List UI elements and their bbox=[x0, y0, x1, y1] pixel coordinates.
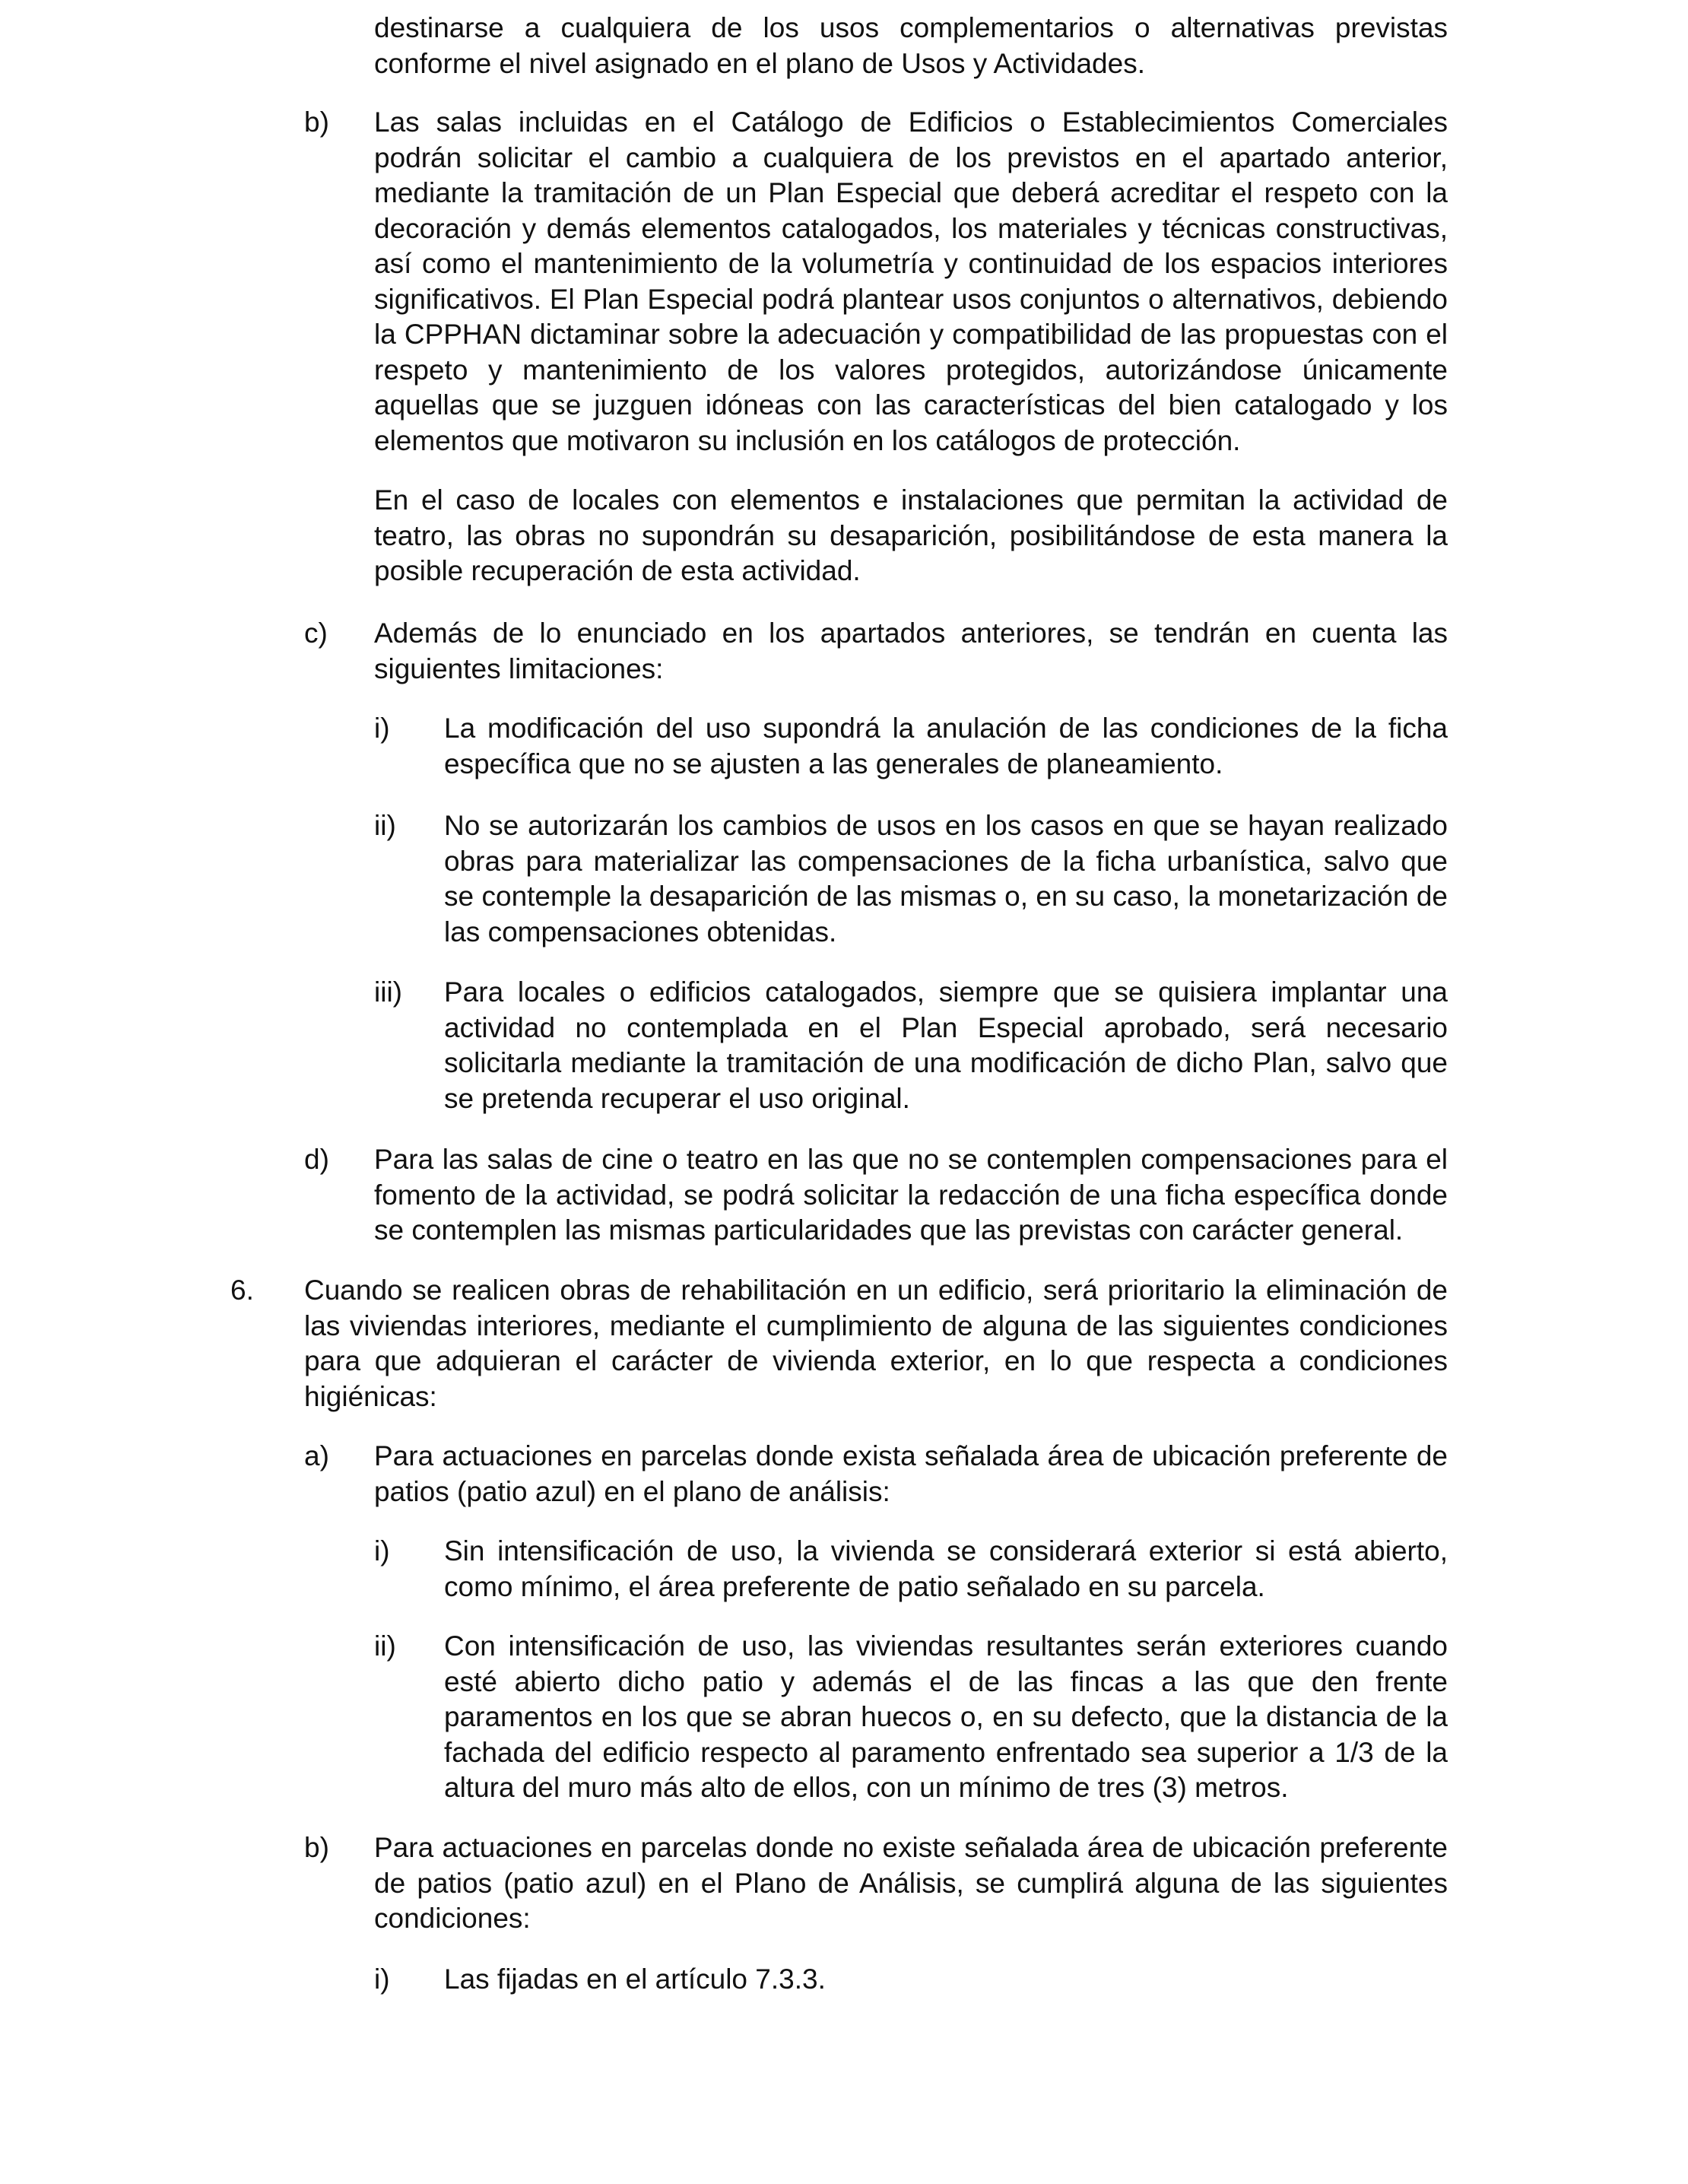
item-6a-label: a) bbox=[304, 1440, 329, 1471]
item-c-label: c) bbox=[304, 617, 328, 649]
item-c-ii-paragraph: No se autorizarán los cambios de usos en los casos en que se hayan realizado obras para materializar las compensaciones de la ficha urbanística, salvo que se contemple la desaparición de las mismas o, en su caso, la monetarización de las compensaciones obtenidas. bbox=[444, 810, 1448, 948]
item-6-paragraph: Cuando se realicen obras de rehabilitación en un edificio, será prioritario la eliminación de las viviendas interiores, mediante el cumplimiento de alguna de las siguientes condiciones para que adquieran el carácter de vivienda exterior, en lo que respecta a condiciones higiénicas: bbox=[304, 1275, 1448, 1412]
item-6a-i-paragraph: Sin intensificación de uso, la vivienda se considerará exterior si está abierto, como mínimo, el área preferente de patio señalado en su parcela. bbox=[444, 1535, 1448, 1602]
item-b-paragraph: Las salas incluidas en el Catálogo de Edificios o Establecimientos Comerciales podrán solicitar el cambio a cualquiera de los previstos en el apartado anterior, mediante la tramitación de un Plan Especial que deberá acreditar el respeto con la decoración y demás elementos catalogados, los materiales y técnicas constructivas, así como el mantenimiento de la volumetría y continuidad de los espacios interiores significativos. El Plan Especial podrá plantear usos conjuntos o alternativos, debiendo la CPPHAN dictaminar sobre la adecuación y compatibilidad de las propuestas con el respeto y mantenimiento de los valores protegidos, autorizándose únicamente aquellas que se juzguen idóneas con las características del bien catalogado y los elementos que motivaron su inclusión en los catálogos de protección. bbox=[374, 106, 1448, 456]
item-6b-paragraph: Para actuaciones en parcelas donde no existe señalada área de ubicación preferente de patios (patio azul) en el Plano de Análisis, se cumplirá alguna de las siguientes condiciones: bbox=[374, 1832, 1448, 1934]
item-c-iii-label: iii) bbox=[374, 976, 402, 1008]
item-c-iii-paragraph: Para locales o edificios catalogados, siempre que se quisiera implantar una actividad no contemplada en el Plan Especial aprobado, será necesario solicitarla mediante la tramitación de una modificación de dicho Plan, salvo que se pretenda recuperar el uso original. bbox=[444, 976, 1448, 1114]
item-c-i-paragraph: La modificación del uso supondrá la anulación de las condiciones de la ficha específica que no se ajusten a las generales de planeamiento. bbox=[444, 713, 1448, 779]
item-6a-paragraph: Para actuaciones en parcelas donde exista señalada área de ubicación preferente de patios (patio azul) en el plano de análisis: bbox=[374, 1440, 1448, 1507]
item-6-label: 6. bbox=[230, 1275, 254, 1306]
item-c-i-label: i) bbox=[374, 713, 390, 744]
item-6b-label: b) bbox=[304, 1832, 329, 1863]
item-6a-ii-paragraph: Con intensificación de uso, las viviendas resultantes serán exteriores cuando esté abierto dicho patio y además el de las fincas a las que den frente paramentos en los que se abran huecos o, en su defecto, que la distancia de la fachada del edificio respecto al paramento enfrentado sea superior a 1/3 de la altura del muro más alto de ellos, con un mínimo de tres (3) metros. bbox=[444, 1630, 1448, 1803]
item-c-paragraph: Además de lo enunciado en los apartados anteriores, se tendrán en cuenta las siguientes limitaciones: bbox=[374, 617, 1448, 684]
item-6b-i-paragraph: Las fijadas en el artículo 7.3.3. bbox=[444, 1963, 826, 1995]
item-c-ii-label: ii) bbox=[374, 810, 396, 841]
item-6a-i-label: i) bbox=[374, 1535, 390, 1567]
item-b-label: b) bbox=[304, 106, 329, 138]
item-b-paragraph-2: En el caso de locales con elementos e instalaciones que permitan la actividad de teatro, las obras no supondrán su desaparición, posibilitándose de esta manera la posible recuperación de esta actividad. bbox=[374, 484, 1448, 586]
item-6b-i-label: i) bbox=[374, 1963, 390, 1995]
continuation-paragraph: destinarse a cualquiera de los usos complementarios o alternativas previstas conforme el nivel asignado en el plano de Usos y Actividades. bbox=[374, 12, 1448, 79]
item-d-label: d) bbox=[304, 1144, 329, 1175]
item-d-paragraph: Para las salas de cine o teatro en las que no se contemplen compensaciones para el fomento de la actividad, se podrá solicitar la redacción de una ficha específica donde se contemplen las mismas particularidades que las previstas con carácter general. bbox=[374, 1144, 1448, 1246]
item-6a-ii-label: ii) bbox=[374, 1630, 396, 1662]
